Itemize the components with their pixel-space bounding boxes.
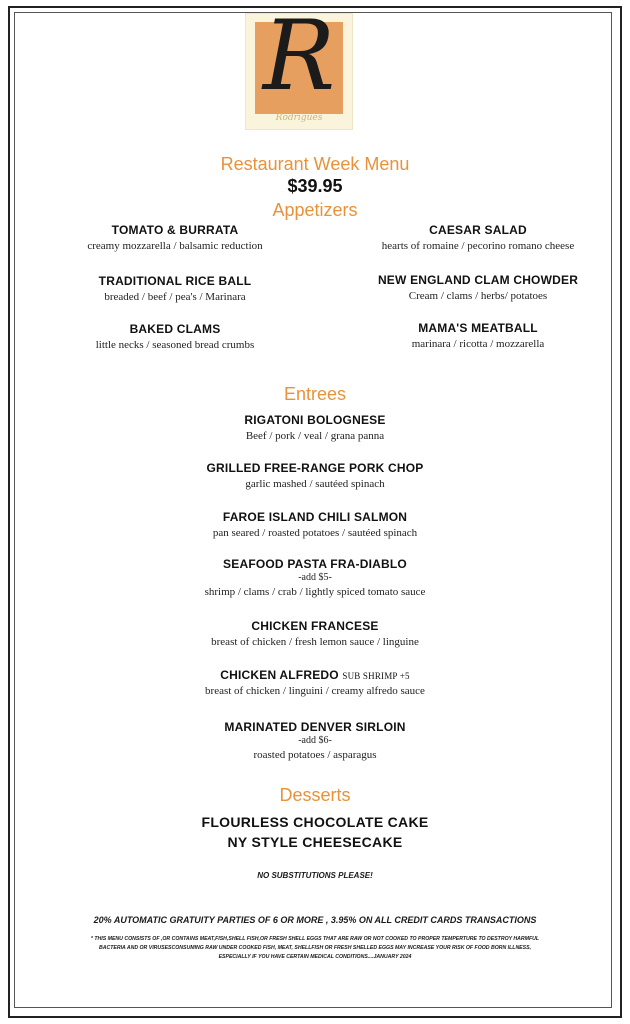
entree-item bbox=[140, 619, 490, 648]
menu-title: Restaurant Week Menu bbox=[220, 154, 410, 174]
section-entrees-heading: Entrees bbox=[283, 384, 347, 404]
dish-name bbox=[140, 668, 490, 682]
dish-name: MARINATED DENVER SIRLOIN bbox=[224, 720, 406, 734]
dish-description: Cream / clams / herbs/ potatoes bbox=[408, 290, 548, 302]
dish-name: CAESAR SALAD bbox=[429, 223, 527, 237]
entree-item bbox=[140, 720, 490, 761]
no-substitutions-note: NO SUBSTITUTIONS PLEASE! bbox=[257, 871, 373, 880]
dish-description: pan seared / roasted potatoes / sautéed spinach bbox=[212, 527, 418, 539]
dish-name: MAMA'S MEATBALL bbox=[418, 321, 538, 335]
dish-name-text: CHICKEN ALFREDO bbox=[220, 668, 339, 682]
dish-description: breast of chicken / linguini / creamy alfredo sauce bbox=[205, 685, 425, 697]
dish-description: roasted potatoes / asparagus bbox=[253, 749, 377, 761]
gratuity-note: 20% AUTOMATIC GRATUITY PARTIES OF 6 OR MORE , 3.95% ON ALL CREDIT CARDS TRANSACTIONS bbox=[93, 915, 537, 925]
dish-name: BAKED CLAMS bbox=[129, 322, 221, 336]
dish-description: breast of chicken / fresh lemon sauce / linguine bbox=[211, 636, 419, 648]
appetizer-item bbox=[353, 321, 603, 350]
dish-sub-note: SUB SHRIMP +5 bbox=[342, 671, 410, 681]
restaurant-logo bbox=[245, 0, 353, 130]
menu-price: $39.95 bbox=[287, 176, 343, 196]
entree-item bbox=[140, 461, 490, 490]
logo-square bbox=[255, 0, 343, 114]
dish-price-note: -add $5- bbox=[298, 572, 332, 583]
dessert-item: FLOURLESS CHOCOLATE CAKE bbox=[201, 814, 429, 830]
logo-script: Rodrigues bbox=[275, 113, 323, 123]
dish-description: hearts of romaine / pecorino romano cheese bbox=[381, 240, 575, 252]
appetizer-item bbox=[50, 322, 300, 351]
dish-description: marinara / ricotta / mozzarella bbox=[411, 338, 545, 350]
dish-name: TOMATO & BURRATA bbox=[111, 223, 239, 237]
dish-name: TRADITIONAL RICE BALL bbox=[98, 274, 252, 288]
section-desserts-heading: Desserts bbox=[279, 785, 351, 805]
dish-description: little necks / seasoned bread crumbs bbox=[95, 339, 255, 351]
dish-description: creamy mozzarella / balsamic reduction bbox=[87, 240, 263, 252]
entree-item bbox=[140, 413, 490, 442]
entree-item bbox=[140, 557, 490, 598]
dish-description: Beef / pork / veal / grana panna bbox=[245, 430, 385, 442]
dish-description: shrimp / clams / crab / lightly spiced tomato sauce bbox=[204, 586, 426, 598]
appetizer-item bbox=[50, 274, 300, 303]
entree-item bbox=[140, 510, 490, 539]
dish-price-note: -add $6- bbox=[298, 735, 332, 746]
dish-name: SEAFOOD PASTA FRA-DIABLO bbox=[223, 557, 407, 571]
dish-name: GRILLED FREE-RANGE PORK CHOP bbox=[206, 461, 424, 475]
dish-name: RIGATONI BOLOGNESE bbox=[244, 413, 386, 427]
section-appetizers-heading: Appetizers bbox=[272, 200, 358, 220]
appetizer-item bbox=[353, 223, 603, 252]
dish-name: FAROE ISLAND CHILI SALMON bbox=[222, 510, 408, 524]
entree-item bbox=[140, 668, 490, 697]
appetizer-item bbox=[50, 223, 300, 252]
logo-letter: R bbox=[262, 0, 336, 112]
appetizer-item bbox=[353, 273, 603, 302]
health-disclaimer: * THIS MENU CONSISTS OF ,OR CONTAINS MEAT,FISH,SHELL FISH,OR FRESH SHELL EGGS THAT ARE RAW OR NOT COOKED TO PROPER TEMPERTURE TO DESTROY HARMFUL BACTERIA AND OR VIRUSESCONSUMING RAW UNDER COOKED FISH, MEAT, SHELLFISH OR FRESH SHELLED EGGS MAY INCREASE YOUR RISK OF FOOD BORN ILLNESS, ESPECIALLY IF YOU HAVE CERTAIN MEDICAL CONDITIONS....JANUARY 2024 bbox=[90, 936, 540, 960]
dish-description: breaded / beef / pea's / Marinara bbox=[104, 291, 246, 303]
dish-name: NEW ENGLAND CLAM CHOWDER bbox=[377, 273, 579, 287]
dish-name: CHICKEN FRANCESE bbox=[251, 619, 379, 633]
dessert-item: NY STYLE CHEESECAKE bbox=[227, 834, 403, 850]
dish-description: garlic mashed / sautéed spinach bbox=[245, 478, 385, 490]
